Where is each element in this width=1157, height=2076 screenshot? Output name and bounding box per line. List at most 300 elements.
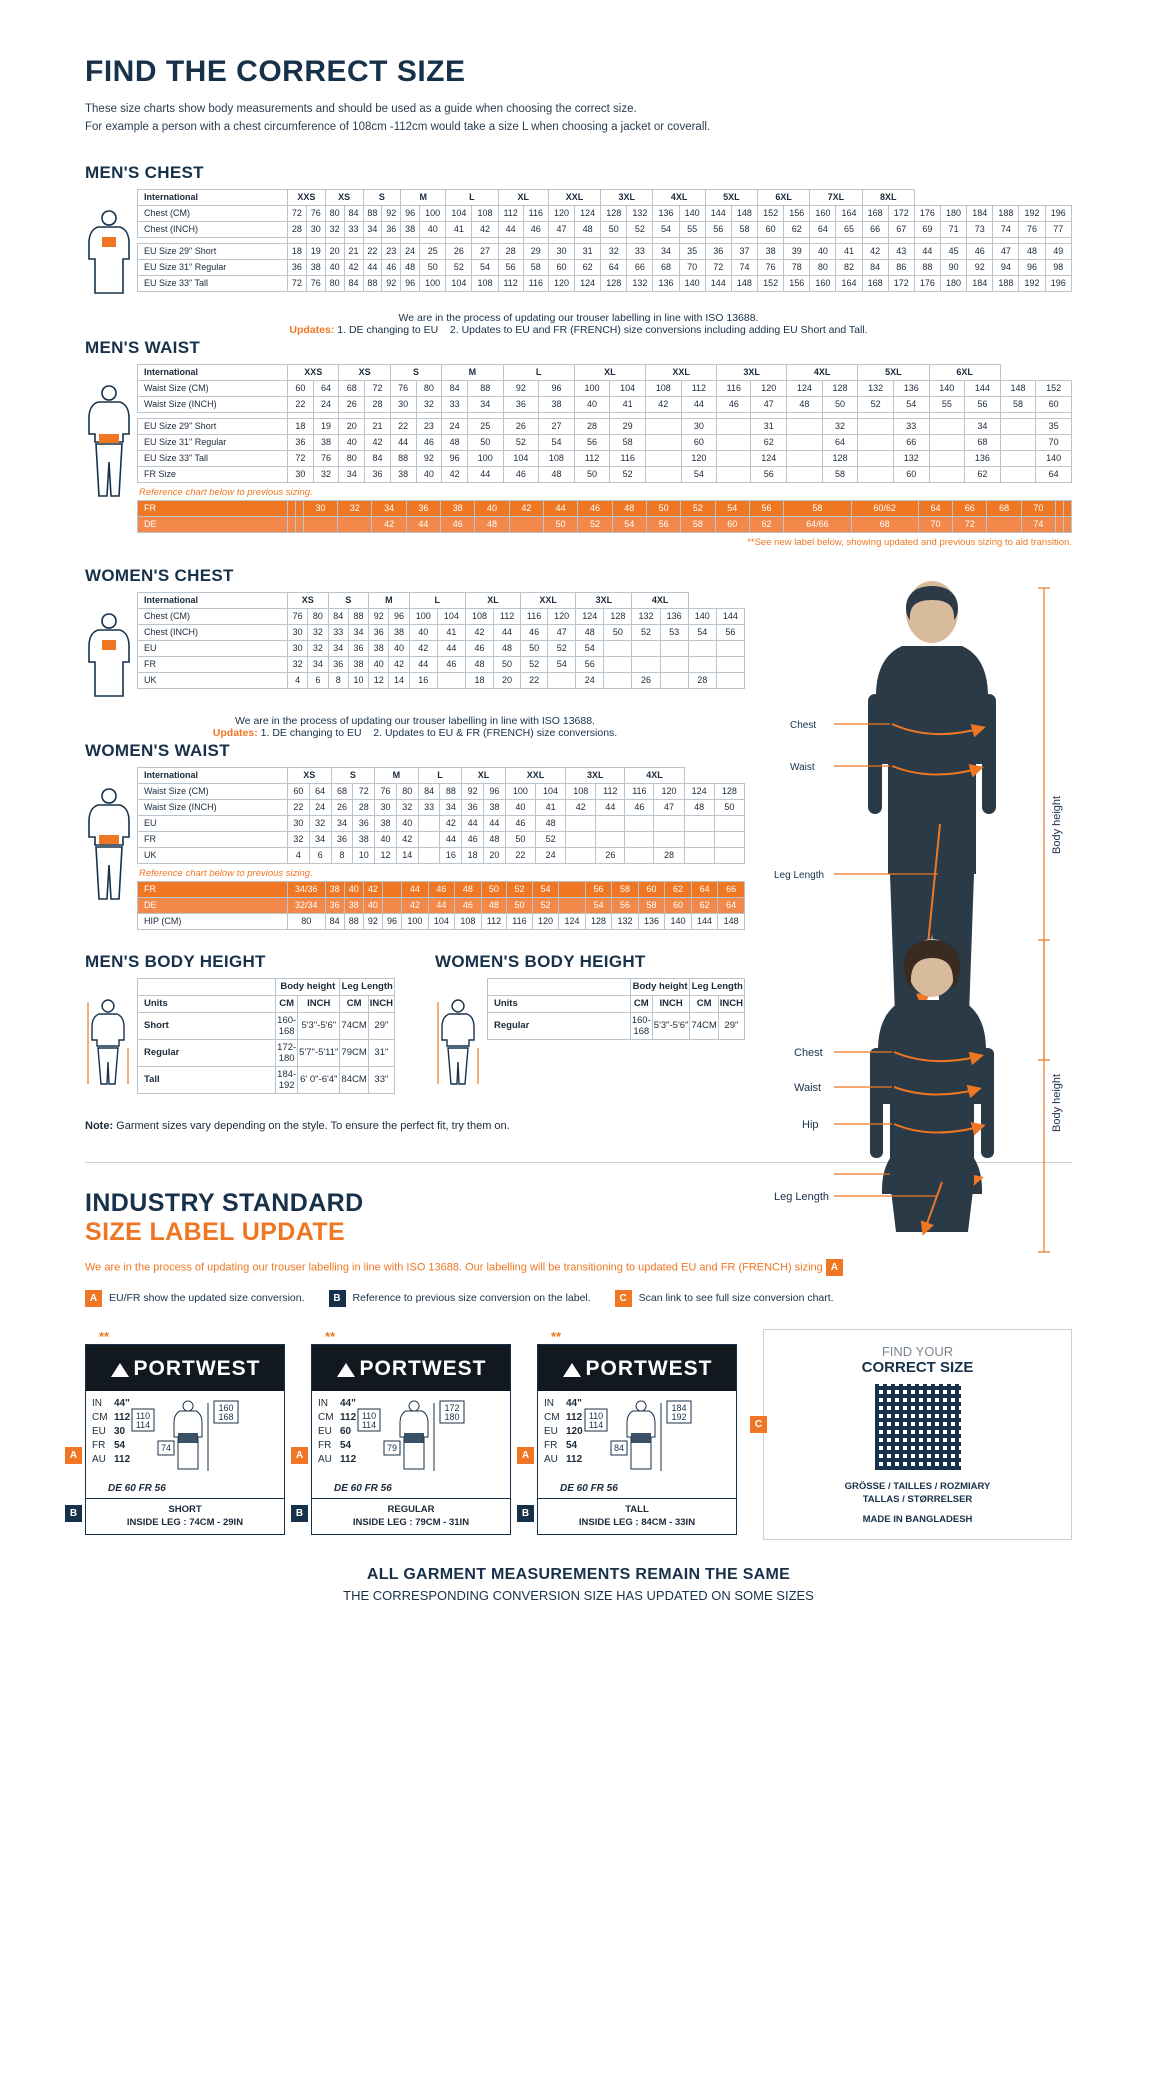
cell: 136 [653, 205, 679, 221]
cell: 36 [348, 640, 368, 656]
cell: 60 [1036, 396, 1072, 412]
cell: 45 [941, 243, 967, 259]
cell [632, 656, 660, 672]
cell: 58 [784, 500, 851, 516]
cell: 5'3"-5'6" [652, 1012, 690, 1039]
cell: 3XL [717, 364, 787, 380]
cell [645, 450, 681, 466]
cell: 70 [1021, 500, 1055, 516]
cell: XXS [288, 364, 339, 380]
cell: 40 [363, 897, 382, 913]
cell: 60 [548, 259, 574, 275]
cell: 92 [416, 450, 442, 466]
cell: XS [325, 189, 363, 205]
cell: 82 [836, 259, 862, 275]
cell: 42 [344, 259, 363, 275]
cell: 70 [1036, 434, 1072, 450]
label-figure-icon [130, 1397, 242, 1477]
cell: 58 [822, 466, 858, 482]
section-womens-chest-title: WOMEN'S CHEST [85, 565, 234, 585]
cell: 38 [539, 396, 575, 412]
cell [559, 881, 586, 897]
cell: 124 [787, 380, 823, 396]
cell: 128 [585, 913, 612, 929]
cell: 192 [1019, 205, 1045, 221]
label-badge-b: B [65, 1505, 82, 1522]
cell: 52 [632, 624, 660, 640]
label-code-value: 112 [114, 1453, 131, 1465]
label-code-row [544, 1397, 583, 1411]
cell: 86 [888, 259, 914, 275]
legend-row [85, 1290, 1072, 1307]
mens-update-line1: We are in the process of updating our trouser labelling in line with ISO 13688. [398, 311, 759, 324]
cell: 144 [691, 913, 718, 929]
cell: 84 [328, 608, 348, 624]
label-code-row [92, 1453, 130, 1467]
cell: CM [340, 995, 368, 1012]
cell: 34 [339, 466, 365, 482]
cell: DE [138, 516, 288, 532]
cell: 42 [396, 831, 418, 847]
cell: 34 [653, 243, 679, 259]
cell: 46 [416, 434, 442, 450]
cell: 88 [348, 608, 368, 624]
cell: 76 [306, 275, 325, 291]
qr-card [754, 1329, 1072, 1540]
svg-text:79: 79 [387, 1442, 398, 1453]
table-row [138, 1039, 395, 1066]
cell: 38 [484, 799, 506, 815]
cell: 164 [836, 275, 862, 291]
cell: 23 [382, 243, 401, 259]
cell: 108 [566, 783, 596, 799]
cell: 68 [851, 516, 918, 532]
cell: 40 [389, 640, 409, 656]
cell: 160 [810, 205, 836, 221]
cell: 58 [731, 221, 757, 237]
cell: 30 [288, 640, 308, 656]
cell: EU Size 33" Tall [138, 275, 288, 291]
cell: 120 [532, 913, 559, 929]
cell: EU Size 29" Short [138, 243, 288, 259]
cell [295, 516, 303, 532]
cell: 26 [632, 672, 660, 688]
cell [625, 847, 654, 863]
cell: 48 [787, 396, 823, 412]
cell [654, 815, 684, 831]
cell [1063, 500, 1071, 516]
cell: 56 [574, 434, 610, 450]
cell [717, 450, 751, 466]
cell: 196 [1045, 205, 1071, 221]
cell: 22 [505, 847, 535, 863]
cell: 30 [681, 418, 717, 434]
cell: 88 [390, 450, 416, 466]
legend-badge-a: A [85, 1290, 102, 1307]
cell: 44 [406, 516, 440, 532]
cell: 152 [1036, 380, 1072, 396]
label-code-row [318, 1439, 356, 1453]
cell: 14 [396, 847, 418, 863]
cell: 32 [416, 396, 442, 412]
mens-update-item1: 1. DE changing to EU [337, 323, 439, 336]
qr-title-2: CORRECT SIZE [861, 1358, 974, 1376]
label-card [521, 1328, 737, 1535]
qr-code[interactable] [875, 1384, 961, 1470]
label-brand-bar [86, 1345, 284, 1391]
cell: 124 [575, 205, 601, 221]
cell: 29" [368, 1012, 394, 1039]
cell: 56 [751, 466, 787, 482]
label-fit: REGULAR [387, 1503, 435, 1515]
cell: 36 [462, 799, 484, 815]
cell: M [369, 592, 410, 608]
label-figure-icon [583, 1397, 695, 1477]
cell: 156 [784, 205, 810, 221]
cell: 112 [494, 608, 521, 624]
cell: 172 [888, 275, 914, 291]
cell: 46 [625, 799, 654, 815]
mens-update-item2: 2. Updates to EU and FR (FRENCH) size conversions including adding EU Short and Tall. [449, 323, 868, 336]
cell [566, 831, 596, 847]
cell: 46 [382, 259, 401, 275]
cell [858, 434, 894, 450]
industry-title-2: SIZE LABEL UPDATE [85, 1217, 346, 1246]
cell: 68 [987, 500, 1021, 516]
cell [418, 831, 440, 847]
cell: 80 [416, 380, 442, 396]
cell: 180 [941, 205, 967, 221]
cell: 28 [688, 672, 716, 688]
cell: XL [462, 767, 506, 783]
industry-lead-text: We are in the process of updating our trouser labelling in line with ISO 13688. Our labelling will be transitioning to updated EU and FR (FRENCH) sizing [85, 1261, 823, 1274]
cell: XXS [288, 189, 326, 205]
label-box [537, 1344, 737, 1535]
label-code-key: IN [544, 1397, 554, 1409]
cell: 176 [914, 275, 940, 291]
label-previous-size: DE 60 FR 56 [560, 1482, 618, 1494]
cell: 104 [446, 275, 472, 291]
cell: 32 [338, 500, 372, 516]
cell: EU Size 29" Short [138, 418, 288, 434]
cell [714, 815, 744, 831]
cell: 31" [368, 1039, 394, 1066]
cell: 136 [653, 275, 679, 291]
table-row [138, 1012, 395, 1039]
cell: 12 [369, 672, 389, 688]
cell: 80 [810, 259, 836, 275]
svg-text:110: 110 [361, 1410, 377, 1421]
cell: 47 [548, 624, 576, 640]
cell: 100 [402, 913, 429, 929]
cell: 46 [523, 221, 548, 237]
portwest-logo-icon [110, 1362, 130, 1378]
label-stars: ** [325, 1328, 336, 1344]
cell [1000, 450, 1036, 466]
cell: 64 [1036, 466, 1072, 482]
cell: 92 [967, 259, 993, 275]
mens-chest-figure [85, 189, 137, 302]
cell [684, 831, 714, 847]
label-chest-male: Chest [790, 719, 817, 731]
label-code-row [318, 1453, 356, 1467]
cell: 66 [953, 500, 987, 516]
cell: 54 [681, 466, 717, 482]
cell: 56 [612, 897, 639, 913]
cell: 36 [353, 815, 375, 831]
cell: XXL [548, 189, 600, 205]
cell [632, 640, 660, 656]
cell: 35 [679, 243, 705, 259]
cell: 66 [862, 221, 888, 237]
label-code-key: AU [318, 1453, 332, 1465]
cell: 104 [610, 380, 646, 396]
cell: 38 [348, 656, 368, 672]
cell: 20 [494, 672, 521, 688]
mens-waist-table [137, 364, 1072, 483]
cell: 6XL [929, 364, 1000, 380]
cell: 48 [475, 516, 509, 532]
cell: Units [138, 995, 276, 1012]
female-figure-block [772, 932, 1072, 1267]
cell: 28 [654, 847, 684, 863]
label-code-value: 112 [114, 1411, 131, 1423]
cell: 140 [929, 380, 965, 396]
svg-text:180: 180 [444, 1411, 460, 1422]
cell: 36 [288, 259, 307, 275]
cell: 68 [653, 259, 679, 275]
cell: 112 [498, 275, 523, 291]
cell: 50 [544, 516, 578, 532]
cell: Leg Length [340, 978, 395, 995]
cell [604, 656, 632, 672]
label-codes [318, 1397, 356, 1479]
cell: 41 [836, 243, 862, 259]
cell: 84 [418, 783, 440, 799]
cell: EU Size 33" Tall [138, 450, 288, 466]
womens-update-item2: 2. Updates to EU & FR (FRENCH) size conversions. [373, 726, 618, 739]
cell: CM [690, 995, 718, 1012]
cell: 48 [494, 640, 521, 656]
cell: 128 [601, 205, 627, 221]
cell: 68 [965, 434, 1001, 450]
table-row [138, 672, 745, 688]
cell: 60 [665, 897, 692, 913]
legend-item-b [329, 1290, 591, 1307]
cell [1000, 418, 1036, 434]
cell: INCH [652, 995, 690, 1012]
cell: 84CM [340, 1066, 368, 1093]
label-code-row [92, 1411, 130, 1425]
cell: 108 [455, 913, 482, 929]
label-code-key: IN [318, 1397, 328, 1409]
cell: 46 [428, 881, 455, 897]
cell [566, 847, 596, 863]
cell: 27 [539, 418, 575, 434]
cell: 62 [665, 881, 692, 897]
label-body [86, 1391, 284, 1481]
table-row [138, 380, 1072, 396]
cell: Regular [138, 1039, 276, 1066]
cell: 36 [382, 221, 401, 237]
cell: 42 [509, 500, 543, 516]
intro-text [85, 101, 1072, 137]
label-card [295, 1328, 511, 1535]
cell: 18 [465, 672, 493, 688]
cell: INCH [718, 995, 744, 1012]
cell: 35 [1036, 418, 1072, 434]
cell: 74CM [690, 1012, 718, 1039]
table-row [138, 831, 745, 847]
cell: 44 [440, 831, 462, 847]
cell: 124 [684, 783, 714, 799]
cell: Chest (CM) [138, 205, 288, 221]
male-torso-icon [85, 207, 133, 297]
body-height-section [85, 952, 745, 1094]
cell: 116 [523, 205, 548, 221]
label-badge-b: B [517, 1505, 534, 1522]
cell: 56 [576, 656, 604, 672]
cell: 116 [523, 275, 548, 291]
cell: 116 [717, 380, 751, 396]
female-body-icon [85, 785, 133, 905]
cell: 96 [401, 275, 420, 291]
svg-text:110: 110 [588, 1410, 603, 1421]
cell: 140 [1036, 450, 1072, 466]
cell: 31 [751, 418, 787, 434]
cell: 164 [836, 205, 862, 221]
cell: 50 [646, 500, 680, 516]
label-code-value: 112 [340, 1411, 357, 1423]
cell [437, 672, 465, 688]
cell: 16 [409, 672, 437, 688]
cell: 41 [610, 396, 646, 412]
cell: 52 [446, 259, 472, 275]
cell: 140 [688, 608, 716, 624]
cell: 44 [914, 243, 940, 259]
label-leglength-female: Leg Length [774, 1190, 830, 1203]
table-row [488, 978, 745, 995]
cell: 48 [576, 624, 604, 640]
cell: 48 [535, 815, 565, 831]
cell: 19 [306, 243, 325, 259]
cell: 71 [941, 221, 967, 237]
cell: 28 [498, 243, 523, 259]
cell: 46 [437, 656, 465, 672]
cell: 54 [715, 500, 749, 516]
womens-waist-table [137, 767, 745, 864]
cell: INCH [298, 995, 340, 1012]
cell: 43 [888, 243, 914, 259]
cell [716, 672, 744, 688]
cell [295, 500, 303, 516]
cell: 28 [288, 221, 307, 237]
cell: 46 [505, 815, 535, 831]
cell: 30 [548, 243, 574, 259]
cell: 128 [822, 450, 858, 466]
cell: 84 [862, 259, 888, 275]
label-body [538, 1391, 736, 1481]
cell: 40 [344, 881, 363, 897]
cell: 58 [612, 881, 639, 897]
cell: 30 [306, 221, 325, 237]
cell: Leg Length [690, 978, 745, 995]
cell: 58 [638, 897, 665, 913]
cell: 52 [627, 221, 653, 237]
cell: M [442, 364, 503, 380]
cell: 50 [467, 434, 503, 450]
cell: 33 [442, 396, 468, 412]
cell: 22 [390, 418, 416, 434]
cell: 46 [441, 516, 475, 532]
cell: 29" [718, 1012, 744, 1039]
cell: 42 [409, 640, 437, 656]
cell: 172-180 [276, 1039, 298, 1066]
cell: 42 [465, 624, 493, 640]
cell: 34 [440, 799, 462, 815]
cell [987, 516, 1021, 532]
cell: 132 [632, 608, 660, 624]
cell: 38 [375, 815, 397, 831]
cell: 84 [344, 205, 363, 221]
cell: 144 [716, 608, 744, 624]
label-footer [86, 1498, 284, 1534]
label-code-value: 112 [566, 1453, 583, 1465]
cell [929, 466, 965, 482]
cell: FR [138, 831, 288, 847]
cell: 100 [420, 205, 446, 221]
cell: 48 [455, 881, 482, 897]
badge-a-inline: A [826, 1259, 843, 1276]
cell: 176 [914, 205, 940, 221]
industry-title-1: INDUSTRY STANDARD [85, 1188, 364, 1217]
cell: 160 [810, 275, 836, 291]
cell: Waist Size (INCH) [138, 396, 288, 412]
cell: 108 [465, 608, 493, 624]
cell: 44 [467, 466, 503, 482]
cell: 24 [442, 418, 468, 434]
cell: 96 [484, 783, 506, 799]
cell [288, 500, 296, 516]
label-brand-bar [538, 1345, 736, 1391]
cell: 60 [288, 783, 310, 799]
cell: 188 [993, 205, 1019, 221]
cell: 160-168 [630, 1012, 652, 1039]
table-row [138, 364, 1072, 380]
cell: 66 [718, 881, 745, 897]
label-badge-a: A [65, 1447, 82, 1464]
label-box [311, 1344, 511, 1535]
cell: 88 [467, 380, 503, 396]
cell: 6 [309, 847, 331, 863]
cell: 52 [610, 466, 646, 482]
womens-waist-table-wrap [137, 767, 745, 930]
label-code-value: 44" [566, 1397, 582, 1409]
cell: 36 [705, 243, 731, 259]
cell: S [363, 189, 401, 205]
cell: 40 [375, 831, 397, 847]
cell: 64 [918, 500, 952, 516]
male-height-icon [85, 996, 131, 1088]
cell: 34 [308, 656, 328, 672]
cell: 44 [596, 799, 625, 815]
cell: 50 [601, 221, 627, 237]
cell: CM [630, 995, 652, 1012]
cell: HIP (CM) [138, 913, 288, 929]
cell: 20 [339, 418, 365, 434]
cell: 50 [505, 831, 535, 847]
cell: 24 [535, 847, 565, 863]
